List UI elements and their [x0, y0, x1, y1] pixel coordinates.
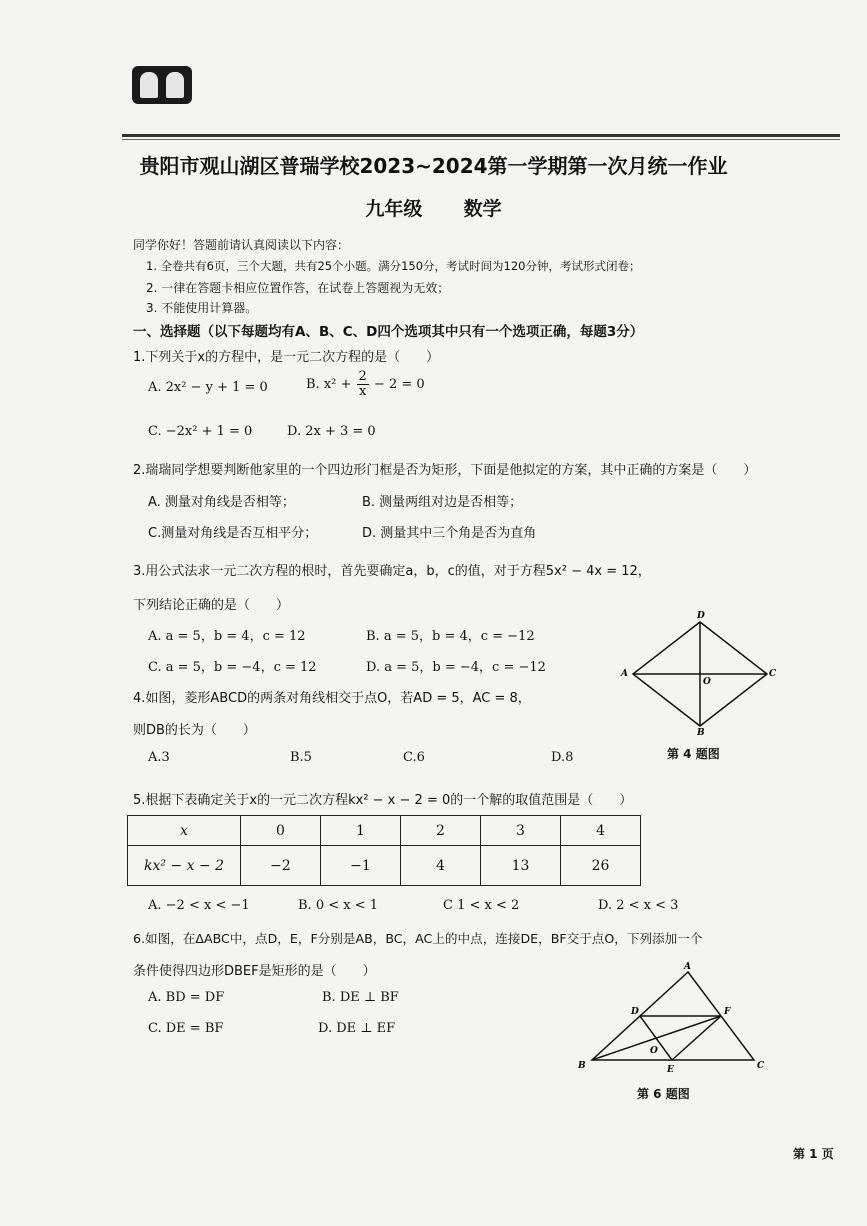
q1-option-b-numerator: 2 — [358, 369, 367, 384]
q5-cell: −2 — [241, 846, 321, 886]
q6-option-d: D. DE ⊥ EF — [318, 1021, 396, 1036]
q6-option-c: C. DE = BF — [148, 1021, 224, 1036]
q4-label-b: B — [697, 728, 705, 736]
q6-label-e: E — [667, 1065, 674, 1075]
page-number: 第 1 页 — [793, 1147, 834, 1161]
q6-option-a: A. BD = DF — [148, 990, 225, 1005]
q5-cell: −1 — [321, 846, 401, 886]
q5-cell: 4 — [561, 816, 641, 846]
q6-label-o: O — [650, 1046, 658, 1056]
q6-triangle-figure — [570, 958, 770, 1076]
q2-option-c: C.测量对角线是否互相平分； — [148, 526, 318, 541]
header-rule — [122, 134, 840, 137]
q5-cell: 4 — [401, 846, 481, 886]
q6-label-c: C — [757, 1061, 765, 1071]
q5-option-b: B. 0 < x < 1 — [298, 898, 379, 913]
q5-cell: 0 — [241, 816, 321, 846]
instruction-item-2: 2. 一律在答题卡相应位置作答，在试卷上答题视为无效； — [146, 281, 450, 295]
q5-cell: 3 — [481, 816, 561, 846]
q4-rhombus-figure — [615, 608, 785, 736]
q6-label-d: D — [631, 1007, 639, 1017]
question-4-stem-2: 则DB的长为（ ） — [133, 723, 256, 738]
q1-option-d: D. 2x + 3 = 0 — [287, 424, 376, 439]
instructions-greeting: 同学你好！答题前请认真阅读以下内容： — [133, 238, 350, 252]
q1-option-a: A. 2x² − y + 1 = 0 — [148, 380, 268, 395]
q5-cell: 26 — [561, 846, 641, 886]
exam-title: 贵阳市观山湖区普瑞学校2023~2024第一学期第一次月统一作业 — [139, 154, 728, 178]
subject-label: 数学 — [463, 198, 502, 220]
grade-label: 九年级 — [365, 198, 423, 220]
q2-option-a: A. 测量对角线是否相等； — [148, 495, 295, 510]
question-6-stem-2: 条件使得四边形DBEF是矩形的是（ ） — [133, 964, 376, 979]
q1-option-b-suffix: − 2 = 0 — [373, 377, 425, 392]
q5-value-table — [127, 815, 641, 886]
q1-option-b — [306, 370, 425, 399]
section-1-heading: 一、选择题（以下每题均有A、B、C、D四个选项其中只有一个选项正确，每题3分） — [133, 324, 644, 340]
q6-label-a: A — [684, 962, 691, 972]
grade-subject — [0, 194, 867, 221]
instruction-item-1: 1. 全卷共有6页，三个大题，共有25个小题。满分150分，考试时间为120分钟，考试形式闭卷； — [146, 259, 641, 273]
q4-label-d: D — [697, 611, 705, 621]
q5-cell: 2 — [401, 816, 481, 846]
q4-option-d: D.8 — [551, 750, 574, 765]
q5-cell: 1 — [321, 816, 401, 846]
header-rule-thin — [122, 139, 840, 140]
q3-option-a: A. a = 5，b = 4，c = 12 — [148, 629, 306, 644]
q5-cell: 13 — [481, 846, 561, 886]
q4-option-c: C.6 — [403, 750, 425, 765]
q2-option-b: B. 测量两组对边是否相等； — [362, 495, 523, 510]
q6-label-b: B — [578, 1061, 586, 1071]
q4-label-a: A — [621, 669, 628, 679]
question-3-stem-2: 下列结论正确的是（ ） — [133, 598, 290, 613]
q3-option-d: D. a = 5，b = −4，c = −12 — [366, 660, 546, 675]
question-5-stem: 5.根据下表确定关于x的一元二次方程kx² − x − 2 = 0的一个解的取值范围是（ ） — [133, 793, 633, 808]
q5-table-row-x — [128, 816, 641, 846]
q5-option-a: A. −2 < x < −1 — [148, 898, 250, 913]
q4-label-c: C — [769, 669, 777, 679]
q5-cell: x — [128, 816, 241, 846]
q1-option-c: C. −2x² + 1 = 0 — [148, 424, 253, 439]
q6-label-f: F — [724, 1007, 731, 1017]
q5-option-d: D. 2 < x < 3 — [598, 898, 679, 913]
question-2-stem: 2.瑞瑞同学想要判断他家里的一个四边形门框是否为矩形，下面是他拟定的方案，其中正确的方案是（ ） — [133, 463, 757, 478]
q3-option-b: B. a = 5，b = 4，c = −12 — [366, 629, 535, 644]
q2-option-d: D. 测量其中三个角是否为直角 — [362, 526, 537, 541]
instruction-item-3: 3. 不能使用计算器。 — [146, 301, 258, 315]
q4-option-a: A.3 — [148, 750, 170, 765]
q5-option-c: C 1 < x < 2 — [443, 898, 520, 913]
q1-option-b-fraction — [357, 370, 369, 399]
q5-cell: kx² − x − 2 — [128, 846, 241, 886]
q6-figure-caption: 第 6 题图 — [637, 1087, 690, 1101]
q5-table-row-value — [128, 846, 641, 886]
q4-figure-caption: 第 4 题图 — [667, 747, 720, 761]
question-3-stem: 3.用公式法求一元二次方程的根时，首先要确定a，b，c的值，对于方程5x² − 4x = 12， — [133, 564, 651, 579]
question-6-stem: 6.如图，在ΔABC中，点D，E，F分别是AB，BC，AC上的中点，连接DE，BF交于点O，下列添加一个 — [133, 931, 703, 946]
school-logo — [132, 66, 194, 120]
q1-option-b-denominator: x — [359, 384, 367, 399]
q4-label-o: O — [703, 677, 711, 687]
question-1-stem: 1.下列关于x的方程中，是一元二次方程的是（ ） — [133, 350, 440, 365]
q3-option-c: C. a = 5，b = −4，c = 12 — [148, 660, 317, 675]
question-4-stem: 4.如图，菱形ABCD的两条对角线相交于点O，若AD = 5，AC = 8， — [133, 691, 531, 706]
q6-option-b: B. DE ⊥ BF — [322, 990, 399, 1005]
q4-option-b: B.5 — [290, 750, 312, 765]
q1-option-b-prefix: B. x² + — [306, 377, 352, 392]
